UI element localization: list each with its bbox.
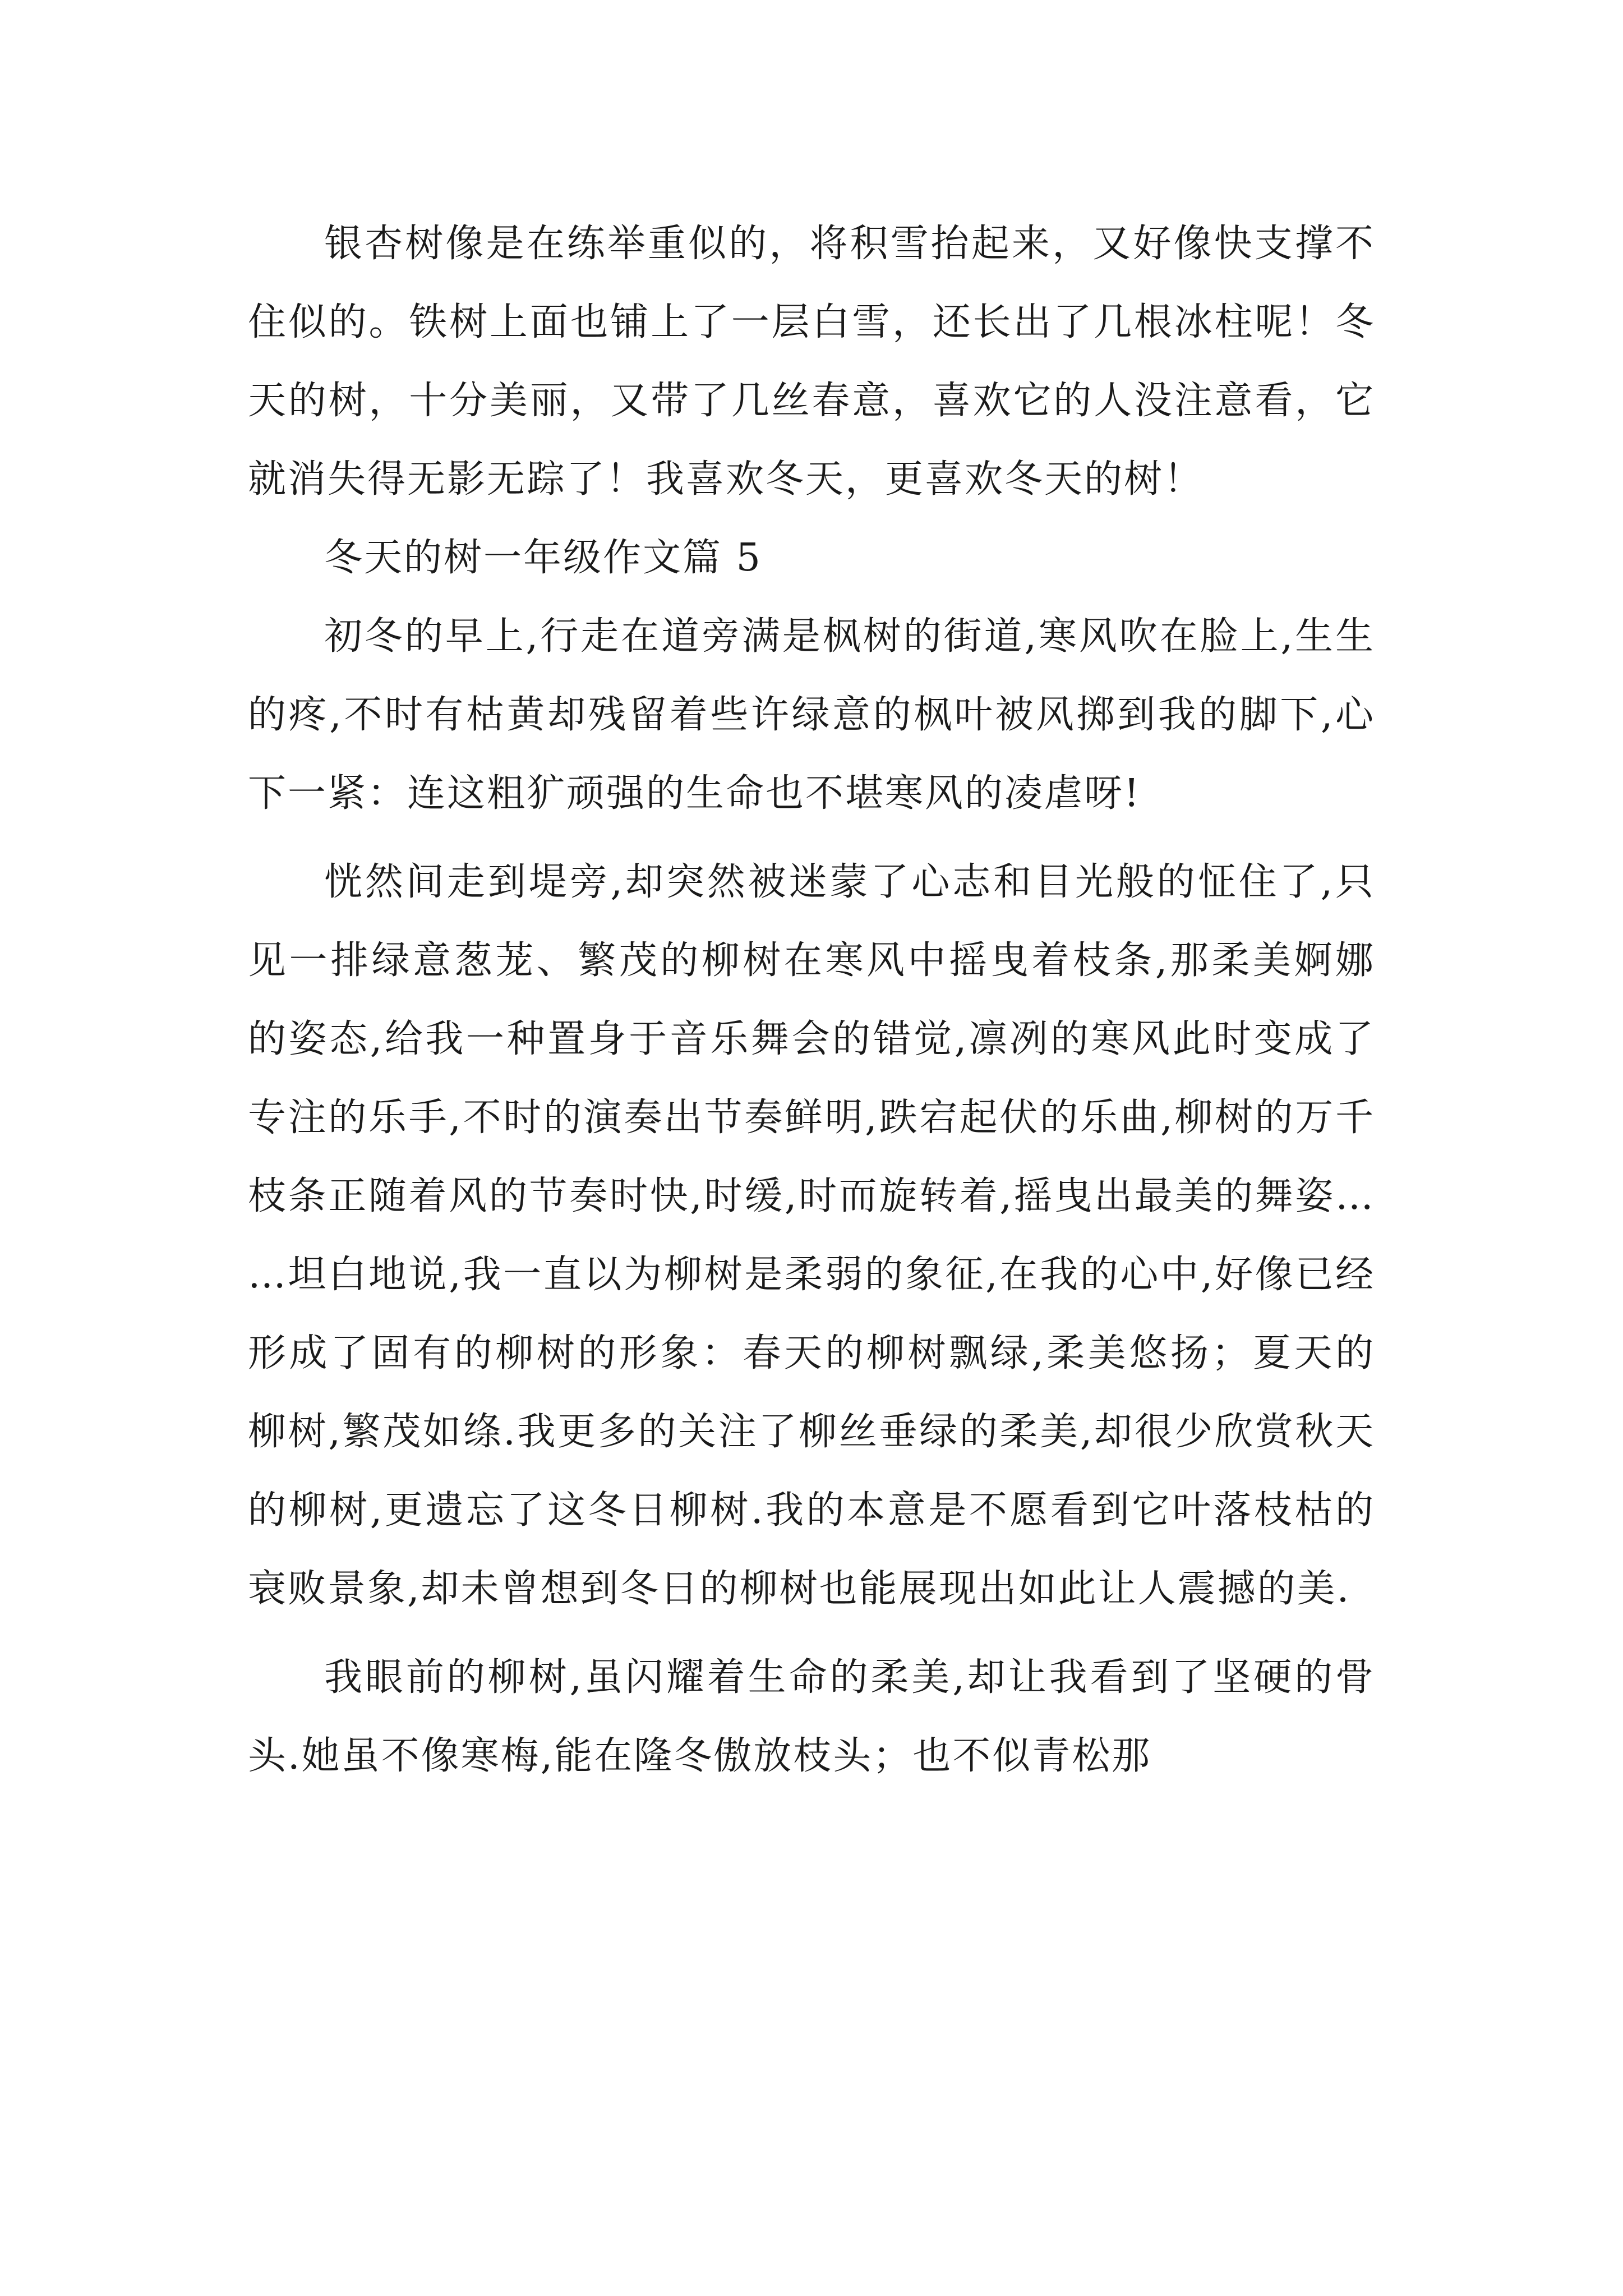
paragraph-willow-bones: 我眼前的柳树,虽闪耀着生命的柔美,却让我看到了坚硬的骨头.她虽不像寒梅,能在隆冬傲放枝头；也不似青松那 xyxy=(248,1655,1375,1778)
document-body xyxy=(248,205,1375,1796)
paragraph-early-winter: 初冬的早上,行走在道旁满是枫树的街道,寒风吹在脸上,生生的疼,不时有枯黄却残留着些许绿意的枫叶被风掷到我的脚下,心下一紧：连这粗犷顽强的生命也不堪寒风的凌虐呀! xyxy=(248,614,1375,816)
paragraph-ginkgo: 银杏树像是在练举重似的，将积雪抬起来，又好像快支撑不住似的。铁树上面也铺上了一层白雪，还长出了几根冰柱呢！冬天的树，十分美丽，又带了几丝春意，喜欢它的人没注意看，它就消失得无影无踪了！我喜欢冬天，更喜欢冬天的树！ xyxy=(248,222,1375,501)
paragraph-willow-dance: 恍然间走到堤旁,却突然被迷蒙了心志和目光般的怔住了,只见一排绿意葱茏、繁茂的柳树在寒风中摇曳着枝条,那柔美婀娜的姿态,给我一种置身于音乐舞会的错觉,凛冽的寒风此时变成了专注的乐手,不时的演奏出节奏鲜明,跌宕起伏的乐曲,柳树的万千枝条正随着风的节奏时快,时缓,时而旋转着,摇曳出最美的舞姿……坦白地说,我一直以为柳树是柔弱的象征,在我的心中,好像已经形成了固有的柳树的形象：春天的柳树飘绿,柔美悠扬；夏天的柳树,繁茂如绦.我更多的关注了柳丝垂绿的柔美,却很少欣赏秋天的柳树,更遗忘了这冬日柳树.我的本意是不愿看到它叶落枝枯的衰败景象,却未曾想到冬日的柳树也能展现出如此让人震撼的美. xyxy=(248,860,1375,1611)
section-title: 冬天的树一年级作文篇 5 xyxy=(324,536,762,580)
